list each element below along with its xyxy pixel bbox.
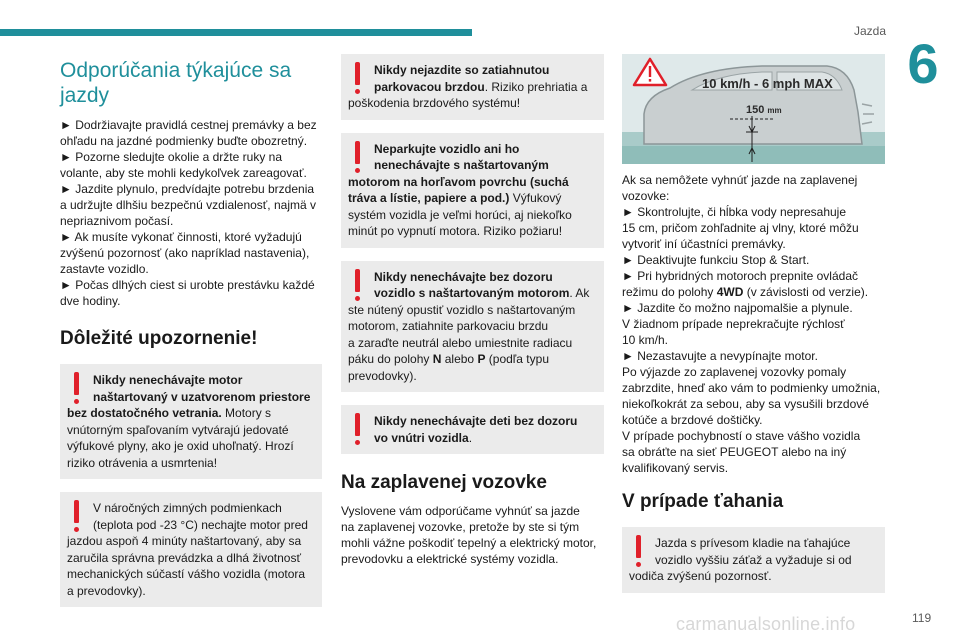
warning-line: prevodovky).: [348, 368, 417, 383]
warning-bold-text: bez dostatočného vetrania.: [67, 406, 222, 420]
text-line: volante, aby ste mohli kedykoľvek zareagovať.: [60, 166, 307, 180]
warning-line: Jazda s prívesom kladie na ťahajúce: [655, 536, 851, 550]
exclamation-icon: [73, 500, 80, 534]
warning-line: vodiča zvýšenú pozornosť.: [629, 569, 772, 583]
warning-box-children: [341, 405, 604, 454]
text-line: ► Jazdite plynulo, predvídajte potrebu brzdenia: [60, 182, 315, 196]
title-line: Odporúčania týkajúce sa: [60, 59, 292, 82]
warning-text: (podľa typu: [485, 352, 549, 366]
text-line: zastavte vozidlo.: [60, 262, 149, 276]
column-2: [341, 54, 604, 567]
text-line: zvýšenú pozornosť (ako napríklad nastavenia),: [60, 246, 310, 260]
watermark: carmanualsonline.info: [676, 614, 856, 634]
text-line: ► Nezastavujte a nevypínajte motor.: [622, 349, 818, 363]
warning-box-flammable-surface: [341, 133, 604, 248]
section-title-towing: V prípade ťahania: [622, 491, 784, 512]
column-1: [60, 54, 322, 607]
warning-text: . Riziko prehriatia a: [484, 79, 588, 94]
warning-line: jazdou aspoň 4 minúty naštartovaný, aby sa: [67, 534, 302, 548]
text-line: Vyslovene vám odporúčame vyhnúť sa jazde: [341, 504, 580, 518]
warning-box-towing: [622, 527, 885, 593]
warning-line: [60, 405, 314, 422]
text-line: Ak sa nemôžete vyhnúť jazde na zaplavenej: [622, 173, 858, 187]
gear-position-n: N: [432, 352, 442, 366]
header-accent-bar: [0, 29, 472, 36]
warning-line: a prevodovky).: [67, 583, 146, 598]
section-title-driving-tips: [60, 58, 322, 108]
mode-4wd: 4WD: [716, 285, 744, 299]
depth-unit: mm: [767, 106, 782, 115]
column-3: [622, 54, 885, 593]
warning-bold-text: vo vnútri vozidla: [374, 430, 469, 445]
warning-line: [341, 285, 596, 302]
warning-bold-text: parkovacou brzdou: [374, 79, 485, 94]
text-line: kvalifikovaný servis.: [622, 461, 729, 475]
text-line: vozovke:: [622, 189, 670, 203]
warning-line: minút po vypnutí motora. Riziko požiaru!: [348, 224, 563, 238]
exclamation-icon: [73, 372, 80, 406]
text: režimu do polohy: [622, 285, 717, 299]
warning-bold-text: tráva a lístie, papiere a pod.): [348, 191, 510, 205]
driving-tips-list: [60, 117, 322, 309]
warning-line: systém vozidla je veľmi horúci, aj niekoľko: [348, 207, 572, 222]
text-line: na zaplavenej vozovke, pretože by ste si tým: [341, 520, 580, 534]
chapter-name: Jazda: [853, 24, 886, 38]
warning-line: [341, 79, 596, 96]
text-line: niekoľkokrát za sebou, aby sa vysušili brzdové: [622, 397, 869, 411]
text: (v závislosti od verzie).: [743, 285, 869, 299]
warning-text: Výfukový: [509, 191, 562, 205]
warning-bold-line: naštartovaný v uzatvorenom priestore: [93, 389, 311, 404]
warning-triangle-icon: [634, 59, 666, 85]
warning-text: Motory s: [221, 406, 272, 420]
warning-text: .: [468, 430, 473, 445]
text-line: V žiadnom prípade neprekračujte rýchlosť: [622, 317, 845, 331]
warning-line: poškodenia brzdového systému!: [348, 96, 521, 110]
warning-line: ste nútený opustiť vozidlo s naštartovaným: [348, 302, 576, 317]
text-line: sa obráťte na sieť PEUGEOT alebo na iný: [622, 445, 847, 459]
exclamation-icon: [635, 535, 642, 569]
text-line: a udržujte dlhšiu bezpečnú vzdialenosť, najmä v: [60, 198, 316, 212]
exclamation-icon: [354, 62, 361, 96]
text-line: ► Pri hybridných motoroch prepnite ovládač: [622, 269, 858, 283]
title-line: jazdy: [60, 84, 110, 107]
warning-line: vozidlo vyššiu záťaž a vyžaduje si od: [655, 552, 852, 567]
text-line: kotúče a brzdové doštičky.: [622, 413, 763, 427]
warning-bold-text: vozidlo s naštartovaným motorom: [374, 286, 570, 300]
text-line: ► Ak musíte vykonať činnosti, ktoré vyžadujú: [60, 230, 302, 244]
exclamation-icon: [354, 269, 361, 303]
warning-line: riziko otrávenia a usmrtenia!: [67, 455, 218, 470]
warning-line: vnútorným spaľovaním vytvárajú jedovaté: [67, 422, 289, 437]
speed-limit-label: 10 km/h - 6 mph MAX: [702, 76, 833, 91]
warning-line: výfukové plyny, ako je oxid uhoľnatý. Hrozí: [67, 439, 294, 453]
text-line: ► Počas dlhých ciest si urobte prestávku každé: [60, 278, 315, 292]
warning-line: mechanických súčastí vášho vozidla (motora: [67, 567, 306, 581]
warning-line: zaručila správna prevádzka a dlhá životnosť: [67, 550, 301, 565]
text-line: vytvoriť iní účastníci premávky.: [622, 237, 786, 251]
text-line: ► Deaktivujte funkciu Stop & Start.: [622, 253, 810, 267]
warning-box-ventilation: [60, 364, 322, 479]
text-line: V prípade pochybností o stave vášho vozidla: [622, 429, 861, 443]
chapter-number: 6: [907, 32, 939, 95]
text-line: ► Dodržiavajte pravidlá cestnej premávky a bez: [60, 118, 317, 132]
warning-line: [341, 351, 596, 368]
flooded-road-instructions: [622, 172, 885, 476]
warning-line: a zaraďte neutrál alebo umiestnite radiacu: [348, 335, 573, 350]
warning-line: [341, 430, 596, 447]
warning-box-unattended-vehicle: [341, 261, 604, 393]
flooded-road-intro: [341, 503, 604, 567]
section-title-important: Dôležité upozornenie!: [60, 328, 258, 349]
flooded-road-illustration: [622, 54, 885, 164]
text-line: prevodovku a elektrické systémy vozidla.: [341, 552, 559, 566]
warning-line: motorom, zatiahnite parkovaciu brzdu: [348, 319, 549, 333]
page-number: 119: [912, 611, 932, 625]
text-line: ohľadu na jazdné podmienky buďte obozretný.: [60, 134, 308, 148]
warning-line: [341, 190, 596, 207]
text-line: dve hodiny.: [60, 294, 121, 308]
warning-line: (teplota pod -23 °C) nechajte motor pred: [93, 517, 308, 532]
gear-position-p: P: [477, 352, 486, 366]
text-line: nepriaznivom počasí.: [60, 214, 174, 228]
text-line: ► Jazdite čo možno najpomalšie a plynule.: [622, 301, 853, 315]
warning-line: V náročných zimných podmienkach: [93, 501, 282, 515]
warning-bold-line: Nikdy nenechávajte bez dozoru: [374, 269, 553, 284]
warning-bold-line: Neparkujte vozidlo ani ho: [374, 141, 520, 156]
warning-bold-line: Nikdy nenechávajte deti bez dozoru: [374, 414, 578, 428]
text-line: mohli vážne poškodiť tepelný a elektrický motor,: [341, 536, 597, 550]
warning-text: páku do polohy: [348, 352, 433, 366]
water-depth-label: [746, 104, 782, 116]
exclamation-icon: [354, 141, 361, 175]
warning-box-winter: [60, 492, 322, 607]
warning-text: . Ak: [569, 286, 590, 300]
text-line: Po výjazde zo zaplavenej vozovky pomaly: [622, 365, 847, 379]
section-title-flooded-road: Na zaplavenej vozovke: [341, 472, 547, 493]
exclamation-icon: [354, 413, 361, 447]
text-line: ► Pozorne sledujte okolie a držte ruky na: [60, 150, 282, 164]
warning-bold-line: Nikdy nejazdite so zatiahnutou: [374, 63, 550, 77]
warning-text: alebo: [441, 352, 478, 366]
text-line: zabrzdite, hneď ako vám to podmienky umožnia,: [622, 381, 881, 395]
depth-value: 150: [746, 104, 765, 116]
warning-bold-line: Nikdy nenechávajte motor: [93, 373, 243, 387]
text-line: ► Skontrolujte, či hĺbka vody nepresahuje: [622, 205, 847, 219]
warning-box-parking-brake: [341, 54, 604, 120]
warning-bold-line: motorom na horľavom povrchu (suchá: [348, 174, 569, 189]
text-line: [622, 284, 885, 300]
text-line: 15 cm, pričom zohľadnite aj vlny, ktoré môžu: [622, 221, 859, 235]
warning-bold-line: nenechávajte s naštartovaným: [374, 158, 549, 172]
text-line: 10 km/h.: [622, 333, 669, 347]
